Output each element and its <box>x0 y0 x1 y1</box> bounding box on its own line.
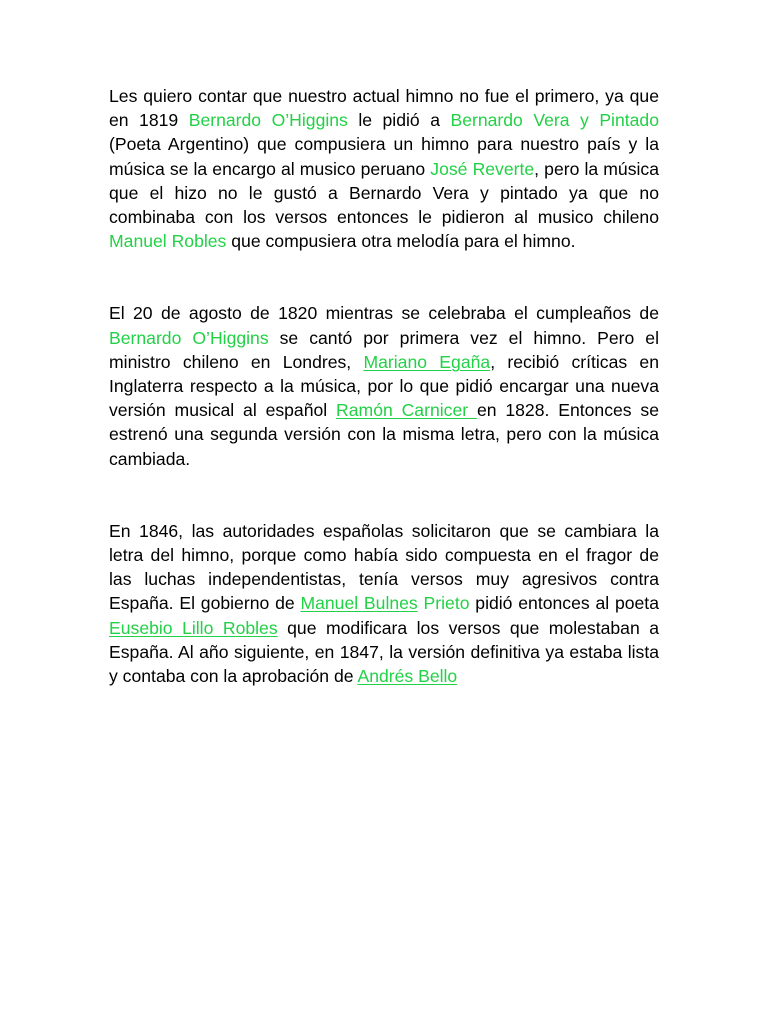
text-segment: pidió entonces al poeta <box>469 593 659 614</box>
text-segment: que compusiera otra melodía para el himno. <box>226 231 576 252</box>
link-ramon-carnicer[interactable]: Ramón Carnicer <box>336 400 477 421</box>
text-segment: En 1846, las autoridades españolas solicitaron que se cambiara la letra del himno, porque como había sido compuesta en el fragor de las luchas independentistas, tenía versos muy agresivos contra España. El gobierno de <box>109 520 659 614</box>
link-andres-bello[interactable]: Andrés Bello <box>357 666 458 687</box>
text-segment: , recibió críticas en Inglaterra respecto a la música, por lo que pidió encargar una nueva versión musical al español <box>109 351 660 421</box>
person-name-bernardo-ohiggins: Bernardo O’Higgins <box>109 327 269 348</box>
paragraph-lyrics-change <box>109 519 659 688</box>
person-name-bernardo-vera-y-pintado: Bernardo Vera y Pintado <box>450 110 659 131</box>
text-segment: , pero la música que el hizo no le gustó a Bernardo Vera y pintado ya que no combinaba con los versos entonces le pidieron al musico chileno <box>109 158 660 228</box>
text-segment: se cantó por primera vez el himno. Pero el ministro chileno en Londres, <box>109 327 659 372</box>
text-segment: que modificara los versos que molestaban a España. Al año siguiente, en 1847, la versión definitiva ya estaba lista y contaba con la aprobación de <box>109 617 660 687</box>
person-name-bernardo-ohiggins: Bernardo O’Higgins <box>188 110 348 131</box>
text-segment: El 20 de agosto de 1820 mientras se celebraba el cumpleaños de <box>109 303 659 324</box>
link-eusebio-lillo-robles[interactable]: Eusebio Lillo Robles <box>109 617 278 638</box>
link-mariano-egana[interactable]: Mariano Egaña <box>363 351 491 372</box>
person-name-jose-reverte: José Reverte <box>430 158 535 179</box>
text-segment: Les quiero contar que nuestro actual himno no fue el primero, ya que en 1819 <box>109 86 659 131</box>
person-name-manuel-robles: Manuel Robles <box>109 231 227 252</box>
person-name-prieto: Prieto <box>423 593 470 614</box>
text-segment: en 1828. Entonces se estrenó una segunda versión con la misma letra, pero con la música cambiada. <box>109 400 659 469</box>
text-segment: (Poeta Argentino) que compusiera un himno para nuestro país y la música se la encargo al musico peruano <box>109 134 659 179</box>
link-manuel-bulnes[interactable]: Manuel Bulnes <box>300 593 418 614</box>
paragraph-first-anthem <box>109 84 659 253</box>
paragraph-first-performance <box>109 301 659 470</box>
document-page <box>109 84 659 688</box>
text-segment: le pidió a <box>347 110 451 131</box>
